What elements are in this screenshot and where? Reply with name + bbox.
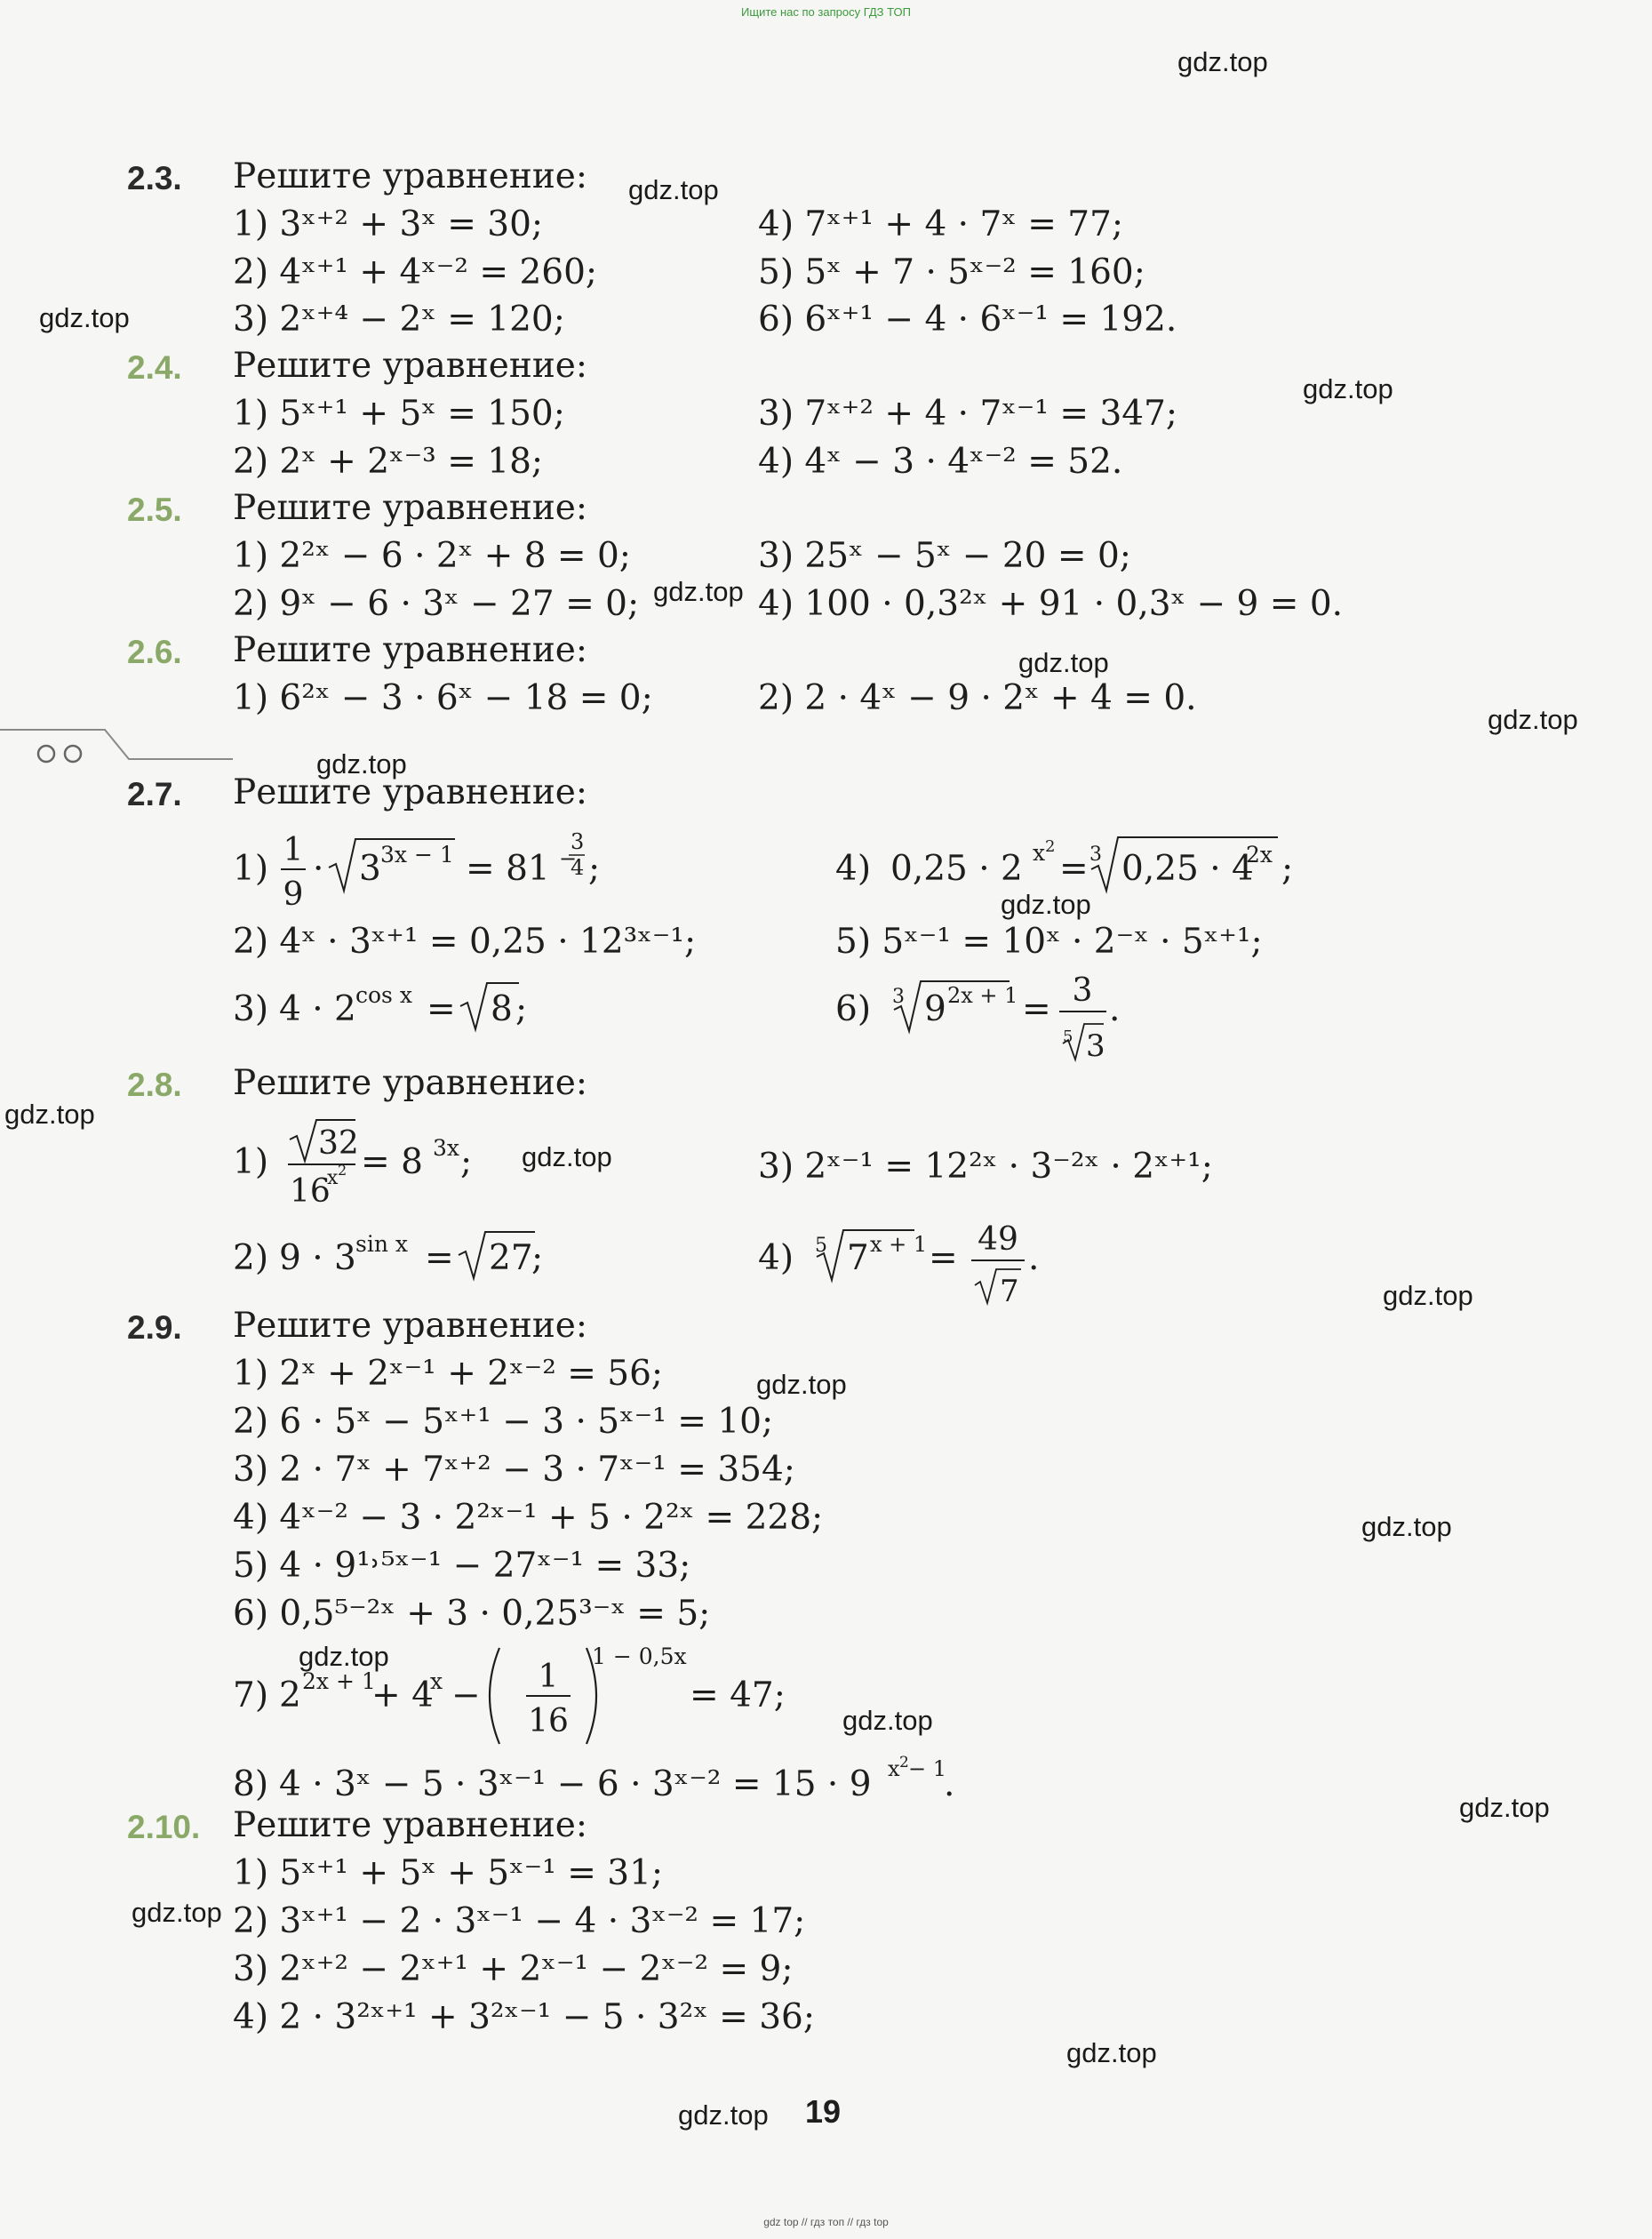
- svg-text:x: x: [888, 1756, 900, 1781]
- equation: 1) 5ˣ⁺¹ + 5ˣ + 5ˣ⁻¹ = 31;: [233, 1853, 664, 1893]
- svg-text:6): 6): [835, 989, 872, 1029]
- watermark: gdz.top: [522, 1141, 612, 1172]
- svg-text:;: ;: [460, 1142, 473, 1182]
- svg-text:9: 9: [283, 876, 304, 913]
- svg-text:;: ;: [531, 1238, 544, 1278]
- svg-text:4): 4): [758, 1238, 794, 1278]
- equation: 4) 100 · 0,3²ˣ + 91 · 0,3ˣ − 9 = 0.: [758, 584, 1344, 624]
- svg-text:9 · 3: 9 · 3: [279, 1238, 356, 1278]
- watermark: gdz.top: [653, 576, 744, 607]
- svg-text:3: 3: [1072, 972, 1093, 1009]
- watermark: gdz.top: [39, 302, 130, 333]
- svg-text:2x + 1: 2x + 1: [947, 983, 1018, 1008]
- circle-icon: [65, 746, 81, 762]
- svg-text:16: 16: [528, 1703, 569, 1739]
- svg-text:=: =: [929, 1238, 958, 1278]
- svg-text:7: 7: [847, 1238, 869, 1278]
- svg-text:x: x: [430, 1668, 443, 1694]
- equation-2-8-4: [758, 1211, 1060, 1308]
- svg-text:4 · 3ˣ − 5 · 3ˣ⁻¹ − 6 · 3ˣ⁻² =: 4 · 3ˣ − 5 · 3ˣ⁻¹ − 6 · 3ˣ⁻² = 15 · 9: [279, 1764, 872, 1804]
- circle-icon: [38, 746, 54, 762]
- svg-text:.: .: [1028, 1238, 1040, 1278]
- equation: 1) 3ˣ⁺² + 3ˣ = 30;: [233, 204, 544, 244]
- equation: 1) 2²ˣ − 6 · 2ˣ + 8 = 0;: [233, 536, 631, 576]
- problem-title: Решите уравнение:: [233, 630, 588, 670]
- problem-number: 2.3.: [127, 160, 182, 196]
- equation: 4) 4ˣ⁻² − 3 · 2²ˣ⁻¹ + 5 · 2²ˣ = 228;: [233, 1498, 824, 1538]
- problem-number: 2.8.: [127, 1067, 182, 1103]
- equation: 1) 6²ˣ − 3 · 6ˣ − 18 = 0;: [233, 678, 653, 718]
- equation: 2) 4ˣ⁺¹ + 4ˣ⁻² = 260;: [233, 252, 598, 292]
- equation-2-7-6: [835, 971, 1155, 1068]
- watermark: gdz.top: [4, 1099, 95, 1130]
- svg-text:3x − 1: 3x − 1: [380, 842, 454, 868]
- watermark: gdz.top: [1383, 1280, 1473, 1311]
- equation: 2) 3ˣ⁺¹ − 2 · 3ˣ⁻¹ − 4 · 3ˣ⁻² = 17;: [233, 1901, 806, 1941]
- equation-2-7-3: [233, 971, 535, 1042]
- svg-text:=: =: [1059, 849, 1089, 889]
- watermark: gdz.top: [756, 1369, 847, 1400]
- equation: 3) 2 · 7ˣ + 7ˣ⁺² − 3 · 7ˣ⁻¹ = 354;: [233, 1450, 795, 1490]
- watermark: gdz.top: [316, 748, 407, 780]
- watermark: gdz.top: [842, 1705, 933, 1736]
- svg-text:sin x: sin x: [355, 1231, 408, 1257]
- problem-title: Решите уравнение:: [233, 1306, 588, 1346]
- svg-text:2: 2: [1045, 837, 1056, 856]
- equation: 3) 25ˣ − 5ˣ − 20 = 0;: [758, 536, 1131, 576]
- svg-text:+ 4: + 4: [371, 1675, 434, 1715]
- equation: 2) 9ˣ − 6 · 3ˣ − 27 = 0;: [233, 584, 640, 624]
- problem-number: 2.7.: [127, 776, 182, 812]
- problem-number: 2.10.: [127, 1809, 201, 1845]
- page-number: 19: [805, 2093, 842, 2130]
- equation: 2) 4ˣ · 3ˣ⁺¹ = 0,25 · 12³ˣ⁻¹;: [233, 922, 697, 962]
- svg-text:3: 3: [359, 849, 381, 889]
- svg-text:3: 3: [892, 986, 905, 1008]
- svg-text:3: 3: [1089, 844, 1102, 866]
- equation: 5) 5ˣ + 7 · 5ˣ⁻² = 160;: [758, 252, 1145, 292]
- svg-text:2): 2): [233, 1238, 269, 1278]
- watermark: gdz.top: [299, 1641, 389, 1672]
- problem-number: 2.9.: [127, 1309, 182, 1346]
- problem-title: Решите уравнение:: [233, 488, 588, 528]
- watermark: gdz.top: [1018, 647, 1109, 678]
- svg-text:−: −: [451, 1675, 481, 1715]
- equation: 5) 4 · 9¹˒⁵ˣ⁻¹ − 27ˣ⁻¹ = 33;: [233, 1546, 691, 1586]
- svg-text:;: ;: [588, 849, 601, 889]
- equation: 6) 6ˣ⁺¹ − 4 · 6ˣ⁻¹ = 192.: [758, 300, 1177, 340]
- svg-text:=: =: [425, 1238, 454, 1278]
- svg-text:1): 1): [233, 849, 269, 889]
- watermark: gdz.top: [1459, 1792, 1550, 1823]
- svg-text:2x: 2x: [1246, 842, 1273, 868]
- equation: 3) 2ˣ⁺² − 2ˣ⁺¹ + 2ˣ⁻¹ − 2ˣ⁻² = 9;: [233, 1949, 794, 1989]
- svg-text:=: =: [1022, 989, 1051, 1029]
- svg-text:·: ·: [313, 849, 324, 889]
- svg-text:=: =: [427, 989, 456, 1029]
- svg-text:x: x: [327, 1167, 339, 1189]
- svg-text:2: 2: [338, 1162, 347, 1179]
- svg-text:;: ;: [1281, 849, 1294, 889]
- svg-text:0,25 · 4: 0,25 · 4: [1121, 849, 1254, 889]
- svg-text:1 − 0,5x: 1 − 0,5x: [592, 1643, 687, 1669]
- svg-text:1: 1: [538, 1659, 559, 1695]
- equation: 3) 2ˣ⁻¹ = 12²ˣ · 3⁻²ˣ · 2ˣ⁺¹;: [758, 1147, 1213, 1187]
- section-divider: [0, 716, 240, 770]
- header-note: Ищите нас по запросу ГДЗ ТОП: [741, 5, 911, 19]
- equation-2-9-7: [233, 1643, 802, 1749]
- svg-text:49: 49: [978, 1221, 1018, 1258]
- watermark: gdz.top: [1001, 889, 1091, 920]
- svg-text:0,25 · 2: 0,25 · 2: [890, 849, 1023, 889]
- svg-text:3x: 3x: [433, 1135, 460, 1161]
- svg-text:3: 3: [1086, 1028, 1105, 1064]
- svg-text:4: 4: [571, 855, 585, 880]
- svg-text:8): 8): [233, 1764, 269, 1804]
- svg-text:8: 8: [491, 989, 513, 1029]
- problem-title: Решите уравнение:: [233, 772, 588, 812]
- equation-2-7-1: [233, 818, 633, 916]
- watermark: gdz.top: [628, 174, 719, 205]
- watermark: gdz.top: [1177, 46, 1268, 77]
- watermark: gdz.top: [1303, 373, 1393, 404]
- svg-text:.: .: [944, 1764, 955, 1804]
- watermark: gdz.top: [1488, 704, 1578, 735]
- svg-text:7): 7): [233, 1675, 269, 1715]
- problem-number: 2.6.: [127, 634, 182, 670]
- svg-text:3): 3): [233, 989, 269, 1029]
- svg-text:5: 5: [1063, 1028, 1073, 1046]
- svg-text:x + 1: x + 1: [870, 1232, 928, 1257]
- equation: 6) 0,5⁵⁻²ˣ + 3 · 0,25³⁻ˣ = 5;: [233, 1594, 711, 1634]
- equation: 1) 5ˣ⁺¹ + 5ˣ = 150;: [233, 394, 565, 434]
- equation: 2) 2 · 4ˣ − 9 · 2ˣ + 4 = 0.: [758, 678, 1197, 718]
- svg-text:3: 3: [571, 829, 585, 854]
- equation: 4) 4ˣ − 3 · 4ˣ⁻² = 52.: [758, 442, 1123, 482]
- svg-text:x: x: [1033, 840, 1046, 866]
- problem-title: Решите уравнение:: [233, 156, 588, 196]
- watermark: gdz.top: [1361, 1511, 1452, 1542]
- svg-text:.: .: [1109, 989, 1121, 1029]
- svg-text:1: 1: [283, 832, 304, 868]
- equation-2-8-2: [233, 1219, 553, 1291]
- svg-text:2: 2: [279, 1675, 301, 1715]
- svg-text:5: 5: [815, 1235, 827, 1257]
- equation: 4) 2 · 3²ˣ⁺¹ + 3²ˣ⁻¹ − 5 · 3²ˣ = 36;: [233, 1997, 815, 2037]
- svg-text:= 81: = 81: [466, 849, 550, 889]
- equation: 3) 7ˣ⁺² + 4 · 7ˣ⁻¹ = 347;: [758, 394, 1178, 434]
- equation: 5) 5ˣ⁻¹ = 10ˣ · 2⁻ˣ · 5ˣ⁺¹;: [835, 922, 1263, 962]
- equation: 2) 6 · 5ˣ − 5ˣ⁺¹ − 3 · 5ˣ⁻¹ = 10;: [233, 1402, 774, 1442]
- svg-text:2x + 1: 2x + 1: [302, 1668, 376, 1694]
- svg-text:;: ;: [515, 989, 528, 1029]
- watermark: gdz.top: [132, 1897, 222, 1928]
- svg-text:2: 2: [899, 1754, 909, 1771]
- svg-text:4 · 2: 4 · 2: [279, 989, 356, 1029]
- svg-text:= 8: = 8: [361, 1142, 423, 1182]
- problem-number: 2.4.: [127, 349, 182, 386]
- svg-text:− 1: − 1: [908, 1756, 947, 1781]
- problem-number: 2.5.: [127, 492, 182, 528]
- problem-title: Решите уравнение:: [233, 1805, 588, 1845]
- svg-text:32: 32: [318, 1125, 359, 1162]
- equation-2-8-1: [233, 1111, 499, 1218]
- svg-text:1): 1): [233, 1142, 269, 1182]
- equation: 3) 2ˣ⁺⁴ − 2ˣ = 120;: [233, 300, 565, 340]
- svg-text:27: 27: [489, 1238, 533, 1278]
- svg-text:= 47;: = 47;: [690, 1675, 786, 1715]
- equation: 2) 2ˣ + 2ˣ⁻³ = 18;: [233, 442, 544, 482]
- problem-title: Решите уравнение:: [233, 1063, 588, 1103]
- equation: 1) 2ˣ + 2ˣ⁻¹ + 2ˣ⁻² = 56;: [233, 1354, 664, 1394]
- svg-text:4): 4): [835, 849, 872, 889]
- problem-title: Решите уравнение:: [233, 346, 588, 386]
- svg-text:cos x: cos x: [355, 982, 412, 1008]
- equation-2-7-4: [835, 818, 1297, 907]
- svg-text:9: 9: [924, 989, 946, 1029]
- watermark: gdz.top: [678, 2099, 769, 2131]
- svg-text:−: −: [559, 846, 578, 871]
- svg-text:7: 7: [1000, 1274, 1019, 1309]
- footer-note: gdz top // гдз топ // гдз top: [763, 2216, 889, 2228]
- svg-text:16: 16: [290, 1173, 331, 1210]
- equation: 4) 7ˣ⁺¹ + 4 · 7ˣ = 77;: [758, 204, 1124, 244]
- watermark: gdz.top: [1066, 2037, 1157, 2068]
